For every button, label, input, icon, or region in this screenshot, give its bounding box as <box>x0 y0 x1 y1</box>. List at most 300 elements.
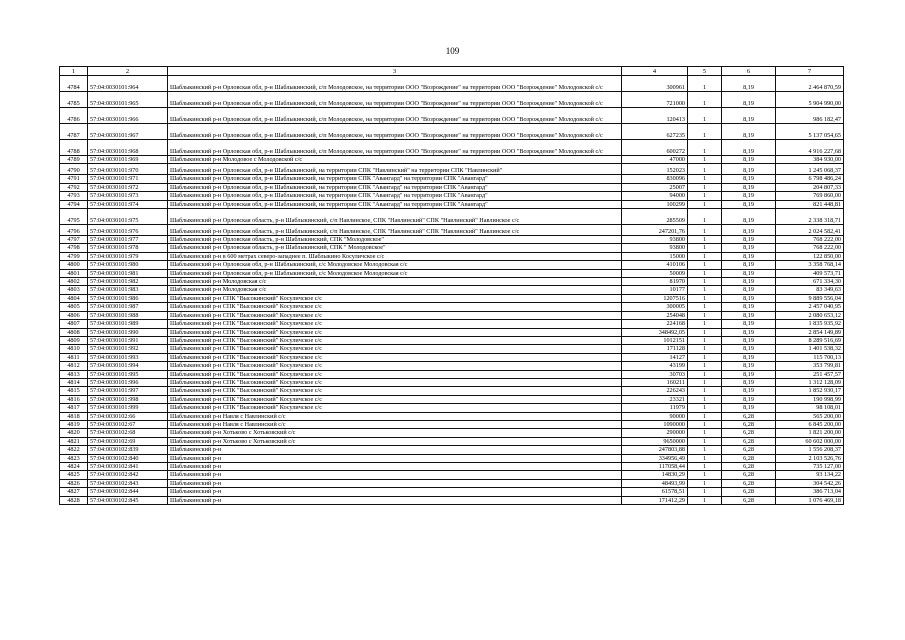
cost-value: 98 108,01 <box>776 404 844 412</box>
row-number: 4788 <box>60 140 88 156</box>
cadastral-number: 57:04:0030101:982 <box>88 278 168 286</box>
location-description: Шаблыкинский р-н СПК "Высокинский" Косуличское с/с <box>168 345 622 353</box>
count-value: 1 <box>688 496 722 504</box>
count-value: 1 <box>688 471 722 479</box>
row-number: 4802 <box>60 278 88 286</box>
count-value: 1 <box>688 446 722 454</box>
column-header: 3 <box>168 67 622 76</box>
rate-value: 8,19 <box>722 404 776 412</box>
rate-value: 8,19 <box>722 294 776 302</box>
count-value: 1 <box>688 108 722 124</box>
rate-value: 6,28 <box>722 429 776 437</box>
area-value: 1090000 <box>622 420 688 428</box>
rate-value: 8,19 <box>722 192 776 200</box>
cadastral-number: 57:04:0030101:973 <box>88 192 168 200</box>
count-value: 1 <box>688 311 722 319</box>
rate-value: 6,28 <box>722 420 776 428</box>
column-header: 1 <box>60 67 88 76</box>
area-value: 300005 <box>622 303 688 311</box>
location-description: Шаблыкинский р-н СПК "Высокинский" Косуличское с/с <box>168 404 622 412</box>
cost-value: 735 127,00 <box>776 463 844 471</box>
area-value: 224168 <box>622 320 688 328</box>
cadastral-number: 57:04:0030102:839 <box>88 446 168 454</box>
cost-value: 83 349,63 <box>776 286 844 294</box>
location-description: Шаблыкинский р-н СПК "Высокинский" Косуличское с/с <box>168 320 622 328</box>
count-value: 1 <box>688 345 722 353</box>
area-value: 160211 <box>622 378 688 386</box>
table-row <box>60 378 844 386</box>
location-description: Шаблыкинский р-н в 600 метрах северо-западнее п. Шаблыкино Косуличское с/с <box>168 252 622 260</box>
location-description: Шаблыкинский р-н Орловская обл, р-н Шаблыкинский, с/с Молодовское Молодовская с/с <box>168 261 622 269</box>
row-number: 4800 <box>60 261 88 269</box>
cost-value: 115 700,13 <box>776 353 844 361</box>
area-value: 14830,29 <box>622 471 688 479</box>
rate-value: 8,19 <box>722 156 776 164</box>
cost-value: 768 222,00 <box>776 236 844 244</box>
count-value: 1 <box>688 420 722 428</box>
location-description: Шаблыкинский р-н СПК "Высокинский" Косуличское с/с <box>168 353 622 361</box>
table-row <box>60 192 844 200</box>
cost-value: 6 845 200,00 <box>776 420 844 428</box>
cost-value: 1 312 128,09 <box>776 378 844 386</box>
row-number: 4791 <box>60 175 88 183</box>
rate-value: 8,19 <box>722 76 776 92</box>
cost-value: 353 799,81 <box>776 362 844 370</box>
rate-value: 8,19 <box>722 252 776 260</box>
row-number: 4817 <box>60 404 88 412</box>
area-value: 285509 <box>622 209 688 225</box>
cost-value: 5 137 054,65 <box>776 124 844 140</box>
cadastral-number: 57:04:0030101:993 <box>88 353 168 361</box>
row-number: 4799 <box>60 252 88 260</box>
rate-value: 6,28 <box>722 437 776 445</box>
location-description: Шаблыкинский р-н Молодовская с/с <box>168 278 622 286</box>
row-number: 4816 <box>60 395 88 403</box>
location-description: Шаблыкинский р-н СПК "Высокинский" Косуличское с/с <box>168 303 622 311</box>
table-row <box>60 92 844 108</box>
rate-value: 8,19 <box>722 200 776 208</box>
cadastral-number: 57:04:0030101:971 <box>88 175 168 183</box>
location-description: Шаблыкинский р-н СПК "Высокинский" Косуличское с/с <box>168 294 622 302</box>
table-row <box>60 437 844 445</box>
table-row <box>60 286 844 294</box>
row-number: 4819 <box>60 420 88 428</box>
rate-value: 6,28 <box>722 488 776 496</box>
cadastral-number: 57:04:0030101:992 <box>88 345 168 353</box>
count-value: 1 <box>688 252 722 260</box>
cost-value: 4 916 227,68 <box>776 140 844 156</box>
rate-value: 8,19 <box>722 303 776 311</box>
cost-value: 671 334,30 <box>776 278 844 286</box>
cadastral-number: 57:04:0030101:999 <box>88 404 168 412</box>
rate-value: 8,19 <box>722 108 776 124</box>
location-description: Шаблыкинский р-н Орловская обл, р-н Шаблыкинский, на территории СПК "Авангард" на территории СПК "Авангард" <box>168 192 622 200</box>
location-description: Шаблыкинский р-н Орловская область, р-н Шаблыкинский, с/п Навлинское, СПК "Навлинский" СПК "Навлинский" Навлинское с/с <box>168 209 622 225</box>
area-value: 300961 <box>622 76 688 92</box>
cost-value: 409 573,71 <box>776 269 844 277</box>
location-description: Шаблыкинский р-н Орловская область, р-н Шаблыкинский, СПК " Молодовское" <box>168 244 622 252</box>
count-value: 1 <box>688 387 722 395</box>
location-description: Шаблыкинский р-н СПК "Высокинский" Косуличское с/с <box>168 370 622 378</box>
table-row <box>60 269 844 277</box>
area-value: 171412,29 <box>622 496 688 504</box>
row-number: 4825 <box>60 471 88 479</box>
location-description: Шаблыкинский р-н СПК "Высокинский" Косуличское с/с <box>168 378 622 386</box>
count-value: 1 <box>688 124 722 140</box>
location-description: Шаблыкинский р-н Орловская обл, р-н Шаблыкинский, с/п Молодовское, на территории ООО "Возрождение" на территории ООО "Возрождение" Молодовской с/с <box>168 124 622 140</box>
row-number: 4809 <box>60 336 88 344</box>
cadastral-number: 57:04:0030101:996 <box>88 378 168 386</box>
count-value: 1 <box>688 92 722 108</box>
rate-value: 8,19 <box>722 328 776 336</box>
cost-value: 190 998,99 <box>776 395 844 403</box>
rate-value: 8,19 <box>722 320 776 328</box>
cadastral-number: 57:04:0030101:976 <box>88 225 168 236</box>
table-row <box>60 303 844 311</box>
rate-value: 8,19 <box>722 345 776 353</box>
area-value: 410106 <box>622 261 688 269</box>
table-row <box>60 345 844 353</box>
cost-value: 5 904 990,00 <box>776 92 844 108</box>
row-number: 4820 <box>60 429 88 437</box>
count-value: 1 <box>688 362 722 370</box>
table-body <box>60 76 844 505</box>
cost-value: 2 024 582,41 <box>776 225 844 236</box>
cost-value: 2 338 318,71 <box>776 209 844 225</box>
row-number: 4823 <box>60 454 88 462</box>
area-value: 48493,99 <box>622 479 688 487</box>
row-number: 4793 <box>60 192 88 200</box>
table-row <box>60 124 844 140</box>
rate-value: 8,19 <box>722 278 776 286</box>
table-row <box>60 320 844 328</box>
count-value: 1 <box>688 156 722 164</box>
row-number: 4801 <box>60 269 88 277</box>
row-number: 4789 <box>60 156 88 164</box>
location-description: Шаблыкинский р-н <box>168 471 622 479</box>
table-row <box>60 311 844 319</box>
table-row <box>60 328 844 336</box>
count-value: 1 <box>688 183 722 191</box>
cost-value: 2 464 870,59 <box>776 76 844 92</box>
count-value: 1 <box>688 164 722 175</box>
count-value: 1 <box>688 353 722 361</box>
cost-value: 384 930,00 <box>776 156 844 164</box>
cadastral-table <box>59 66 844 505</box>
cadastral-number: 57:04:0030101:986 <box>88 294 168 302</box>
row-number: 4805 <box>60 303 88 311</box>
area-value: 15000 <box>622 252 688 260</box>
location-description: Шаблыкинский р-н Орловская обл, р-н Шаблыкинский, с/п Молодовское, на территории ООО "Возрождение" на территории ООО "Возрождение" Молодовской с/с <box>168 76 622 92</box>
row-number: 4792 <box>60 183 88 191</box>
count-value: 1 <box>688 200 722 208</box>
table-row <box>60 420 844 428</box>
table-row <box>60 362 844 370</box>
row-number: 4812 <box>60 362 88 370</box>
count-value: 1 <box>688 437 722 445</box>
area-value: 10177 <box>622 286 688 294</box>
table-row <box>60 294 844 302</box>
table-row <box>60 404 844 412</box>
cadastral-number: 57:04:0030101:983 <box>88 286 168 294</box>
area-value: 721000 <box>622 92 688 108</box>
table-row <box>60 479 844 487</box>
area-value: 9650000 <box>622 437 688 445</box>
row-number: 4784 <box>60 76 88 92</box>
row-number: 4808 <box>60 328 88 336</box>
area-value: 117058,44 <box>622 463 688 471</box>
area-value: 247803,88 <box>622 446 688 454</box>
cadastral-number: 57:04:0030102:844 <box>88 488 168 496</box>
table-row <box>60 336 844 344</box>
row-number: 4807 <box>60 320 88 328</box>
cost-value: 386 713,04 <box>776 488 844 496</box>
area-value: 11979 <box>622 404 688 412</box>
cadastral-number: 57:04:0030102:841 <box>88 463 168 471</box>
table-row <box>60 183 844 191</box>
location-description: Шаблыкинский р-н <box>168 479 622 487</box>
location-description: Шаблыкинский р-н Навля с Навлинский с/с <box>168 412 622 420</box>
cadastral-number: 57:04:0030101:990 <box>88 328 168 336</box>
column-header: 5 <box>688 67 722 76</box>
count-value: 1 <box>688 429 722 437</box>
cost-value: 1 821 200,00 <box>776 429 844 437</box>
count-value: 1 <box>688 294 722 302</box>
rate-value: 6,28 <box>722 454 776 462</box>
area-value: 100299 <box>622 200 688 208</box>
cadastral-number: 57:04:0030102:840 <box>88 454 168 462</box>
location-description: Шаблыкинский р-н СПК "Высокинский" Косуличское с/с <box>168 336 622 344</box>
count-value: 1 <box>688 336 722 344</box>
cost-value: 9 889 556,04 <box>776 294 844 302</box>
table-row <box>60 471 844 479</box>
table-row <box>60 496 844 504</box>
rate-value: 8,19 <box>722 311 776 319</box>
area-value: 30703 <box>622 370 688 378</box>
rate-value: 6,28 <box>722 479 776 487</box>
cadastral-number: 57:04:0030102:69 <box>88 437 168 445</box>
area-value: 94000 <box>622 192 688 200</box>
count-value: 1 <box>688 463 722 471</box>
table-row <box>60 370 844 378</box>
count-value: 1 <box>688 286 722 294</box>
area-value: 47000 <box>622 156 688 164</box>
cost-value: 565 200,00 <box>776 412 844 420</box>
cadastral-number: 57:04:0030101:968 <box>88 140 168 156</box>
table-row <box>60 454 844 462</box>
area-value: 600272 <box>622 140 688 156</box>
count-value: 1 <box>688 269 722 277</box>
table-row <box>60 429 844 437</box>
count-value: 1 <box>688 454 722 462</box>
row-number: 4814 <box>60 378 88 386</box>
cadastral-number: 57:04:0030101:979 <box>88 252 168 260</box>
rate-value: 8,19 <box>722 183 776 191</box>
rate-value: 8,19 <box>722 164 776 175</box>
table-row <box>60 387 844 395</box>
rate-value: 8,19 <box>722 378 776 386</box>
row-number: 4794 <box>60 200 88 208</box>
header-row <box>60 67 844 76</box>
location-description: Шаблыкинский р-н <box>168 446 622 454</box>
area-value: 627235 <box>622 124 688 140</box>
count-value: 1 <box>688 370 722 378</box>
location-description: Шаблыкинский р-н <box>168 496 622 504</box>
area-value: 1012151 <box>622 336 688 344</box>
table-row <box>60 252 844 260</box>
area-value: 1207516 <box>622 294 688 302</box>
area-value: 50009 <box>622 269 688 277</box>
cost-value: 8 289 516,69 <box>776 336 844 344</box>
rate-value: 8,19 <box>722 387 776 395</box>
row-number: 4828 <box>60 496 88 504</box>
count-value: 1 <box>688 378 722 386</box>
cost-value: 60 602 000,00 <box>776 437 844 445</box>
rate-value: 6,28 <box>722 463 776 471</box>
location-description: Шаблыкинский р-н Орловская обл, р-н Шаблыкинский, с/п Молодовское, на территории ООО "Возрождение" на территории ООО "Возрождение" Молодовской с/с <box>168 92 622 108</box>
table-row <box>60 446 844 454</box>
rate-value: 8,19 <box>722 395 776 403</box>
cost-value: 3 358 768,14 <box>776 261 844 269</box>
area-value: 93800 <box>622 244 688 252</box>
location-description: Шаблыкинский р-н Орловская обл, р-н Шаблыкинский, на территории СПК "Авангард" на территории СПК "Авангард" <box>168 200 622 208</box>
table-row <box>60 236 844 244</box>
cost-value: 251 457,57 <box>776 370 844 378</box>
rate-value: 8,19 <box>722 140 776 156</box>
count-value: 1 <box>688 395 722 403</box>
cadastral-number: 57:04:0030101:970 <box>88 164 168 175</box>
location-description: Шаблыкинский р-н <box>168 463 622 471</box>
row-number: 4811 <box>60 353 88 361</box>
location-description: Шаблыкинский р-н Хотьково с Хотьковский с/с <box>168 437 622 445</box>
location-description: Шаблыкинский р-н Навля с Навлинский с/с <box>168 420 622 428</box>
row-number: 4790 <box>60 164 88 175</box>
table-row <box>60 278 844 286</box>
table-row <box>60 164 844 175</box>
row-number: 4827 <box>60 488 88 496</box>
area-value: 81970 <box>622 278 688 286</box>
table-row <box>60 395 844 403</box>
cost-value: 122 850,00 <box>776 252 844 260</box>
area-value: 171128 <box>622 345 688 353</box>
cadastral-number: 57:04:0030101:981 <box>88 269 168 277</box>
cadastral-number: 57:04:0030101:974 <box>88 200 168 208</box>
count-value: 1 <box>688 404 722 412</box>
area-value: 90000 <box>622 412 688 420</box>
row-number: 4822 <box>60 446 88 454</box>
rate-value: 8,19 <box>722 209 776 225</box>
rate-value: 6,28 <box>722 471 776 479</box>
count-value: 1 <box>688 236 722 244</box>
area-value: 247201,76 <box>622 225 688 236</box>
cadastral-number: 57:04:0030101:975 <box>88 209 168 225</box>
cadastral-number: 57:04:0030101:977 <box>88 236 168 244</box>
area-value: 43199 <box>622 362 688 370</box>
location-description: Шаблыкинский р-н <box>168 488 622 496</box>
cadastral-number: 57:04:0030101:967 <box>88 124 168 140</box>
cost-value: 1 245 068,37 <box>776 164 844 175</box>
row-number: 4787 <box>60 124 88 140</box>
location-description: Шаблыкинский р-н Орловская обл, р-н Шаблыкинский, с/п Молодовское, на территории ООО "Возрождение" на территории ООО "Возрождение" Молодовской с/с <box>168 140 622 156</box>
rate-value: 8,19 <box>722 236 776 244</box>
location-description: Шаблыкинский р-н Орловская обл, р-н Шаблыкинский, с/п Молодовское, на территории ООО "Возрождение" на территории ООО "Возрождение" Молодовской с/с <box>168 108 622 124</box>
cost-value: 769 860,00 <box>776 192 844 200</box>
column-header: 6 <box>722 67 776 76</box>
cost-value: 1 401 538,32 <box>776 345 844 353</box>
cost-value: 821 448,81 <box>776 200 844 208</box>
rate-value: 8,19 <box>722 336 776 344</box>
rate-value: 6,28 <box>722 496 776 504</box>
count-value: 1 <box>688 303 722 311</box>
count-value: 1 <box>688 488 722 496</box>
area-value: 254048 <box>622 311 688 319</box>
cadastral-number: 57:04:0030101:965 <box>88 92 168 108</box>
cadastral-number: 57:04:0030101:991 <box>88 336 168 344</box>
rate-value: 8,19 <box>722 370 776 378</box>
row-number: 4798 <box>60 244 88 252</box>
cadastral-number: 57:04:0030102:842 <box>88 471 168 479</box>
page-number: 109 <box>445 46 460 56</box>
rate-value: 8,19 <box>722 92 776 108</box>
row-number: 4818 <box>60 412 88 420</box>
location-description: Шаблыкинский р-н СПК "Высокинский" Косуличское с/с <box>168 362 622 370</box>
location-description: Шаблыкинский р-н Орловская обл, р-н Шаблыкинский, на территории СПК "Авангард" на территории СПК "Авангард" <box>168 175 622 183</box>
count-value: 1 <box>688 225 722 236</box>
count-value: 1 <box>688 76 722 92</box>
table-row <box>60 175 844 183</box>
area-value: 14127 <box>622 353 688 361</box>
location-description: Шаблыкинский р-н Орловская обл, р-н Шаблыкинский, на территории СПК "Авангард" на территории СПК "Авангард" <box>168 183 622 191</box>
table-row <box>60 261 844 269</box>
area-value: 93800 <box>622 236 688 244</box>
area-value: 61578,51 <box>622 488 688 496</box>
row-number: 4786 <box>60 108 88 124</box>
cost-value: 2 103 526,76 <box>776 454 844 462</box>
location-description: Шаблыкинский р-н <box>168 454 622 462</box>
table-row <box>60 353 844 361</box>
row-number: 4824 <box>60 463 88 471</box>
column-header: 2 <box>88 67 168 76</box>
area-value: 830096 <box>622 175 688 183</box>
row-number: 4821 <box>60 437 88 445</box>
table-row <box>60 200 844 208</box>
cost-value: 6 798 486,24 <box>776 175 844 183</box>
cadastral-number: 57:04:0030102:66 <box>88 412 168 420</box>
count-value: 1 <box>688 192 722 200</box>
count-value: 1 <box>688 320 722 328</box>
cadastral-number: 57:04:0030101:995 <box>88 370 168 378</box>
location-description: Шаблыкинский р-н Молодовская с/с <box>168 286 622 294</box>
row-number: 4826 <box>60 479 88 487</box>
count-value: 1 <box>688 175 722 183</box>
table-row <box>60 156 844 164</box>
location-description: Шаблыкинский р-н Молодовое с Молодовской с/с <box>168 156 622 164</box>
rate-value: 8,19 <box>722 353 776 361</box>
table-row <box>60 76 844 92</box>
cost-value: 1 556 208,37 <box>776 446 844 454</box>
cost-value: 2 457 040,95 <box>776 303 844 311</box>
cadastral-number: 57:04:0030102:67 <box>88 420 168 428</box>
table-row <box>60 463 844 471</box>
cost-value: 2 080 653,12 <box>776 311 844 319</box>
row-number: 4795 <box>60 209 88 225</box>
cadastral-number: 57:04:0030101:980 <box>88 261 168 269</box>
area-value: 334956,49 <box>622 454 688 462</box>
cost-value: 2 854 149,89 <box>776 328 844 336</box>
row-number: 4815 <box>60 387 88 395</box>
cadastral-number: 57:04:0030101:987 <box>88 303 168 311</box>
count-value: 1 <box>688 209 722 225</box>
